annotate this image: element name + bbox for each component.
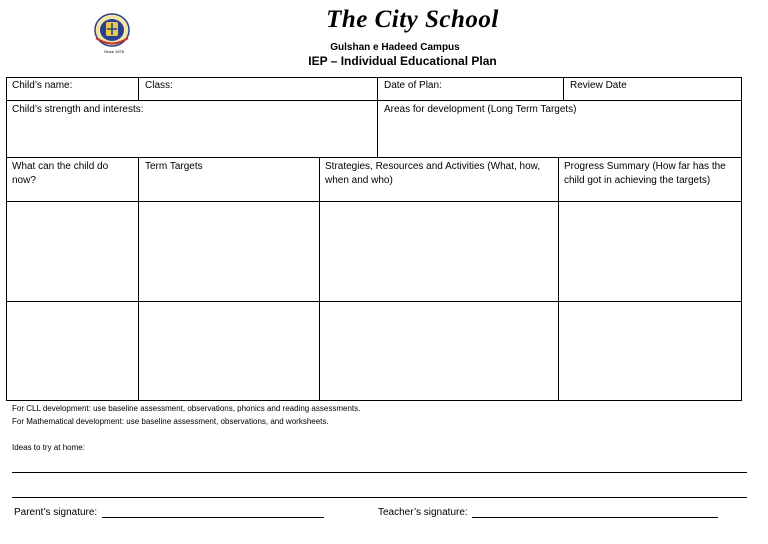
column-header-strategies: Strategies, Resources and Activities (What, how, when and who) bbox=[325, 161, 541, 186]
teacher-signature-label: Teacher’s signature: bbox=[378, 507, 468, 518]
parent-signature-line[interactable] bbox=[102, 517, 324, 518]
ideas-line-2[interactable] bbox=[12, 497, 747, 498]
school-name: The City School bbox=[326, 6, 499, 33]
table-rule bbox=[6, 301, 742, 302]
table-rule bbox=[6, 201, 742, 202]
table-border-left bbox=[6, 77, 7, 401]
ideas-label: Ideas to try at home: bbox=[12, 443, 85, 452]
table-rule bbox=[319, 157, 320, 401]
childs-name-label: Child’s name: bbox=[12, 80, 73, 91]
logo-caption: Since 1978 bbox=[103, 49, 124, 54]
table-rule bbox=[138, 157, 139, 401]
table-rule bbox=[558, 157, 559, 401]
table-border-right bbox=[741, 77, 742, 401]
strengths-label: Child’s strength and interests: bbox=[12, 104, 144, 115]
date-of-plan-label: Date of Plan: bbox=[384, 80, 442, 91]
table-border-bottom bbox=[6, 400, 742, 401]
parent-signature-label: Parent’s signature: bbox=[14, 507, 98, 518]
table-rule bbox=[377, 77, 378, 157]
cll-note: For CLL development: use baseline assessment, observations, phonics and reading assessments. bbox=[12, 404, 361, 413]
areas-for-development-label: Areas for development (Long Term Targets) bbox=[384, 104, 577, 115]
ideas-line-1[interactable] bbox=[12, 472, 747, 473]
table-rule bbox=[563, 77, 564, 100]
class-label: Class: bbox=[145, 80, 173, 91]
table-rule bbox=[6, 100, 742, 101]
teacher-signature bbox=[378, 507, 718, 518]
plan-title: IEP – Individual Educational Plan bbox=[308, 54, 497, 68]
math-note: For Mathematical development: use baseline assessment, observations, and worksheets. bbox=[12, 417, 329, 426]
review-date-label: Review Date bbox=[570, 80, 627, 91]
table-border-top bbox=[6, 77, 742, 78]
table-rule bbox=[6, 157, 742, 158]
column-header-term-targets: Term Targets bbox=[145, 161, 203, 172]
column-header-progress-summary: Progress Summary (How far has the child got in achieving the targets) bbox=[564, 161, 726, 186]
teacher-signature-line[interactable] bbox=[472, 517, 718, 518]
parent-signature bbox=[14, 507, 324, 518]
campus-name: Gulshan e Hadeed Campus bbox=[330, 42, 460, 53]
column-header-current-ability: What can the child do now? bbox=[12, 161, 109, 186]
table-rule bbox=[138, 77, 139, 100]
